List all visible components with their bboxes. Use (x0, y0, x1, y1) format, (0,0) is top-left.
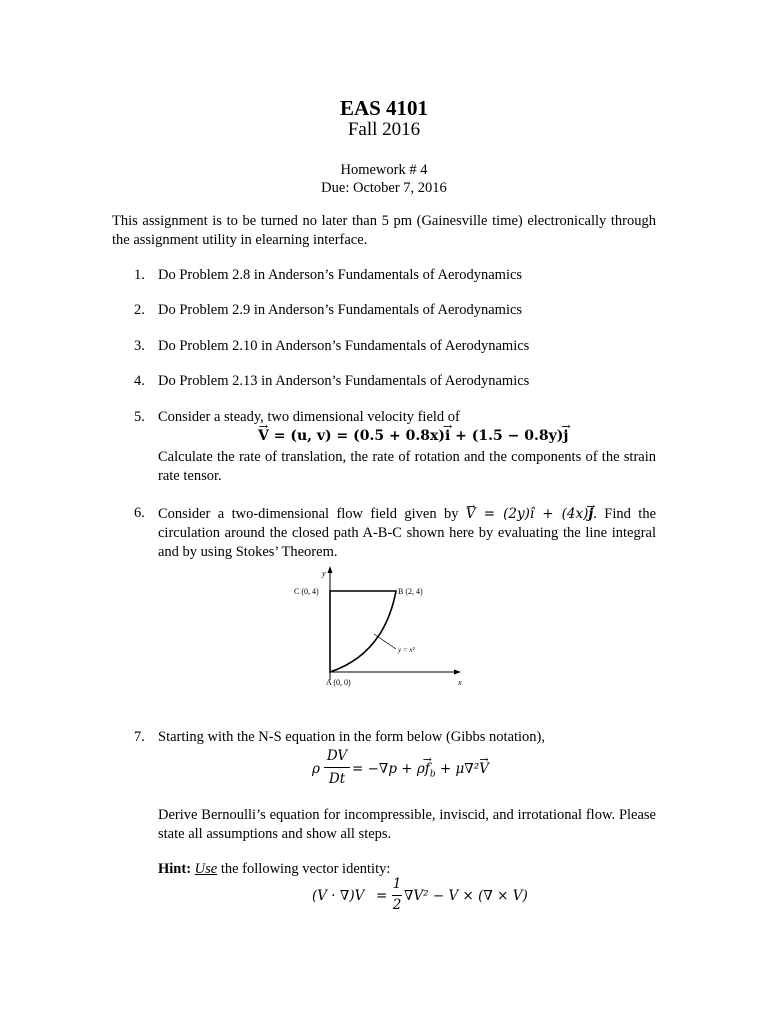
problem-3-text: Do Problem 2.10 in Anderson’s Fundamentals of Aerodynamics (158, 338, 530, 354)
point-b-label: B (2, 4) (398, 587, 423, 596)
problem-3-number: 3. (134, 338, 145, 354)
problem-7-text-2: Derive Bernoulli’s equation for incompressible, inviscid, and irrotational flow. Please state all assumptions and show all steps. (158, 807, 656, 842)
curve-label: y = x² (398, 646, 415, 654)
hint-line: Hint: Use the following vector identity: (158, 861, 391, 877)
problem-5-text: Consider a steady, two dimensional velocity field of (158, 409, 460, 425)
y-axis-arrow (328, 566, 333, 573)
problem-2-number: 2. (134, 302, 145, 318)
closed-path-abc (330, 591, 396, 672)
problem-1-text: Do Problem 2.8 in Anderson’s Fundamentals of Aerodynamics (158, 267, 523, 283)
point-c-label: C (0, 4) (294, 587, 319, 596)
navier-stokes-equation: ρ DV Dt = $-\nabla p + \rho\to f_b + \mu\nabla^2\to V$ (312, 747, 522, 787)
flow-field-equation: → V = (2y)î + (4x)→ j (466, 506, 593, 522)
y-axis-label: y (322, 569, 326, 578)
point-a-label: A (0, 0) (326, 678, 351, 687)
problem-2-text: Do Problem 2.9 in Anderson’s Fundamentals of Aerodynamics (158, 302, 523, 318)
term: Fall 2016 (347, 119, 421, 140)
due-date: Due: October 7, 2016 (321, 180, 447, 196)
path-abc-figure (292, 564, 472, 690)
problem-7-number: 7. (134, 729, 145, 745)
hint-label: Hint: (158, 861, 192, 877)
problem-4-number: 4. (134, 373, 145, 389)
problem-6-number: 6. (134, 505, 145, 521)
intro-paragraph: This assignment is to be turned no later than 5 pm (Gainesville time) electronically through the assignment utility in elearning interface. (112, 213, 656, 248)
problem-7-text: Starting with the N-S equation in the form below (Gibbs notation), (158, 729, 546, 745)
x-axis-arrow (454, 670, 461, 675)
homework-number: Homework # 4 (340, 162, 428, 178)
x-axis-label: x (458, 678, 462, 687)
unit-vector-i: → i (445, 428, 450, 444)
hint-use: Use (194, 861, 218, 877)
curve-pointer (374, 634, 396, 649)
unit-vector-j: → j (563, 428, 568, 444)
velocity-field-equation: → V = (u, v) = (0.5 + 0.8x)→ i + (1.5 − 0.8y)→ j (258, 428, 568, 444)
problem-1-number: 1. (134, 267, 145, 283)
problem-6-text: Consider a two-dimensional flow field given by → V = (2y)î + (4x)→ j. Find the circulation around the closed path A-B-C shown here by evaluating the line integral and by using Stokes’ Theorem. (158, 505, 656, 562)
vector-v-symbol: → V (258, 428, 269, 444)
course-title: EAS 4101 (339, 96, 429, 120)
problem-5-text-2: Calculate the rate of translation, the rate of rotation and the components of the strain rate tensor. (158, 449, 656, 484)
problem-4-text: Do Problem 2.13 in Anderson’s Fundamentals of Aerodynamics (158, 373, 530, 389)
problem-5-number: 5. (134, 409, 145, 425)
vector-identity-equation: (V · ∇)V = 1 2 ∇V² − V × (∇ × V) (312, 876, 528, 913)
